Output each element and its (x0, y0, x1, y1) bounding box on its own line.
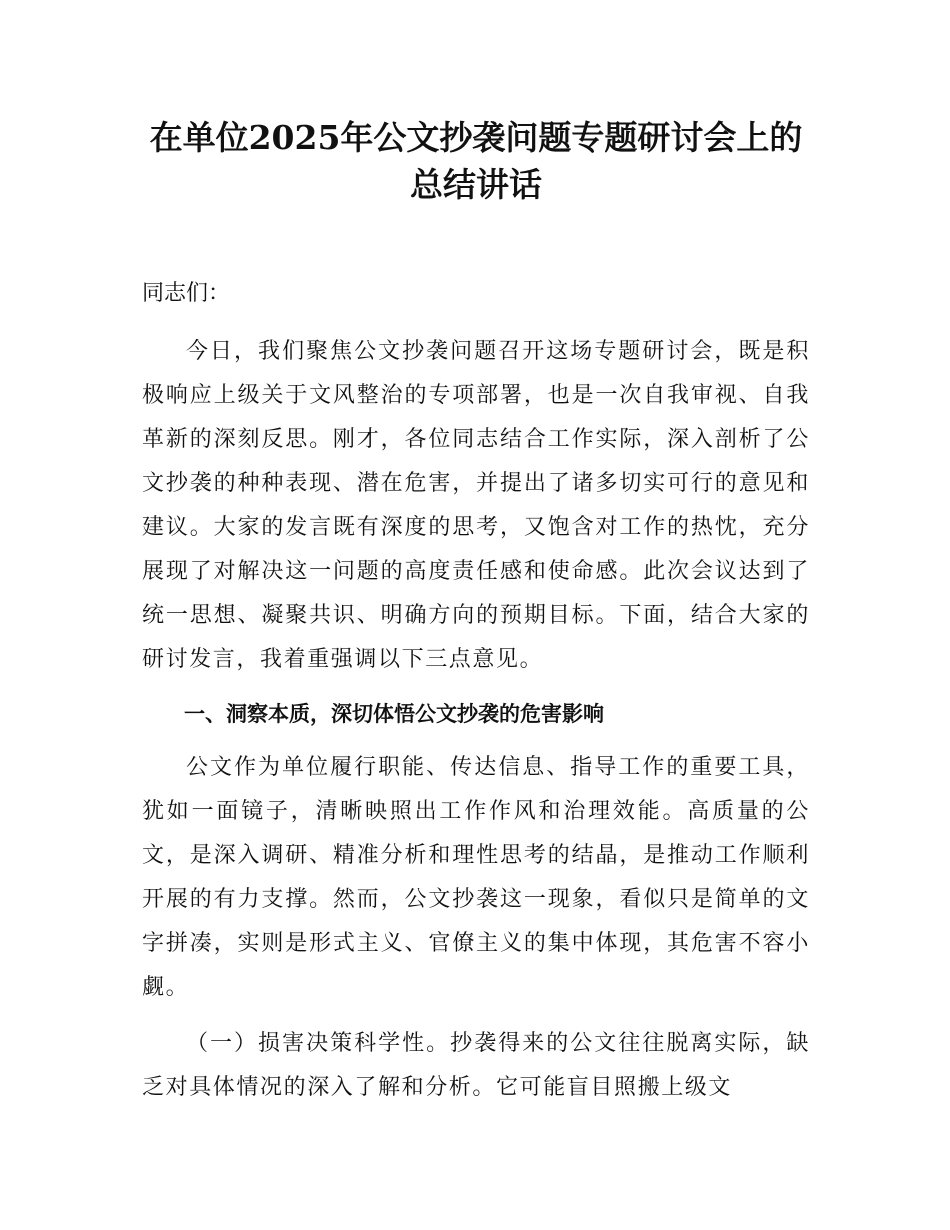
salutation: 同志们： (142, 281, 231, 306)
title-line-2: 总结讲话 (410, 165, 542, 204)
subsection-1-paragraph: （一）损害决策科学性。抄袭得来的公文往往脱离实际，缺乏对具体情况的深入了解和分析。它可能盲目照搬上级文 (142, 1031, 810, 1100)
section-1-heading: 一、洞察本质，深切体悟公文抄袭的危害影响 (184, 702, 604, 726)
title-line-1: 在单位2025年公文抄袭问题专题研讨会上的 (149, 118, 803, 157)
intro-paragraph: 今日，我们聚焦公文抄袭问题召开这场专题研讨会，既是积极响应上级关于文风整治的专项部署，也是一次自我审视、自我革新的深刻反思。刚才，各位同志结合工作实际，深入剖析了公文抄袭的种种表现、潜在危害，并提出了诸多切实可行的意见和建议。大家的发言既有深度的思考，又饱含对工作的热忱，充分展现了对解决这一问题的高度责任感和使命感。此次会议达到了统一思想、凝聚共识、明确方向的预期目标。下面，结合大家的研讨发言，我着重强调以下三点意见。 (142, 339, 810, 672)
section-1-paragraph: 公文作为单位履行职能、传达信息、指导工作的重要工具，犹如一面镜子，清晰映照出工作作风和治理效能。高质量的公文，是深入调研、精准分析和理性思考的结晶，是推动工作顺利开展的有力支撑。然而，公文抄袭这一现象，看似只是简单的文字拼凑，实则是形式主义、官僚主义的集中体现，其危害不容小觑。 (142, 755, 810, 1000)
document-title (142, 114, 810, 208)
document-page (142, 0, 810, 1110)
